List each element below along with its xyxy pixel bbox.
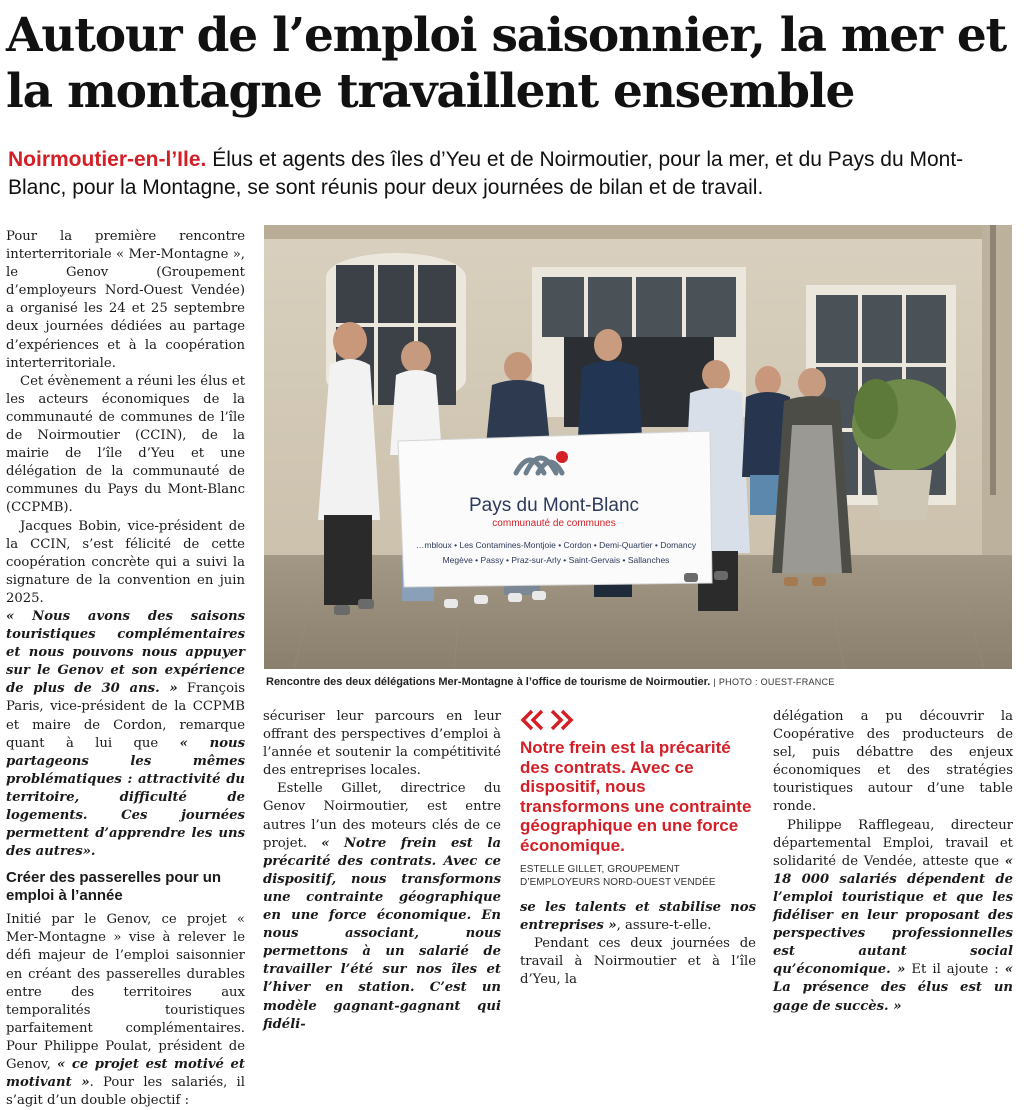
paragraph <box>6 911 245 1110</box>
paragraph: Jacques Bobin, vice-président de la CCIN, s’est félicité de cette coopération concrète qui a suivi la signature de la convention en juin 2025. <box>6 518 245 606</box>
paragraph-text: Et il ajoute : <box>905 962 1005 978</box>
quote-text: « ce projet est motivé et motivant » <box>6 1057 245 1091</box>
paragraph <box>263 780 501 1033</box>
quote-text: « Nous avons des saisons touristiques complémentaires et nous pouvons nous appuyer sur le Genov et son expérience de plus de 30 ans. » <box>6 608 245 697</box>
article-column-4 <box>773 708 1013 1016</box>
paragraph <box>520 899 756 935</box>
paragraph <box>773 817 1013 1016</box>
quote-text: se les talents et stabilise nos entreprises » <box>520 900 756 934</box>
photo-caption <box>266 676 1012 688</box>
article-photo <box>264 225 1012 669</box>
paragraph: délégation a pu découvrir la Coopérative des producteurs de sel, puis débattre des enjeux économiques et des stratégies touristiques autour d’une table ronde. <box>773 709 1013 815</box>
quote-marks-icon <box>520 708 756 734</box>
pull-quote-attribution: ESTELLE GILLET, GROUPEMENT D’EMPLOYEURS NORD-OUEST VENDÉE <box>520 864 716 888</box>
lead-text: Élus et agents des îles d’Yeu et de Noirmoutier, pour la mer, et du Pays du Mont-Blanc, pour la Montagne, se sont réunis pour deux journées de bilan et de travail. <box>8 148 964 199</box>
paragraph: Cet évènement a réuni les élus et les acteurs économiques de la communauté de communes de l’île de Noirmoutier (CCIN), de la mairie de l’île d’Yeu et une délégation de la communauté de communes du Pays du Mont-Blanc (CCPMB). <box>6 373 245 516</box>
group-photo-illustration <box>264 225 1012 669</box>
article-column-3 <box>520 708 756 989</box>
pull-quote: Notre frein est la précarité des contrats. Avec ce dispositif, nous transformons une contrainte géographique en une force économique. <box>520 738 752 855</box>
lead-place: Noirmoutier-en-l’Ile. <box>8 148 207 171</box>
banner-title: Pays du Mont-Blanc <box>468 495 640 516</box>
subheading: Créer des passerelles pour un emploi à l’année <box>6 869 222 905</box>
quote-text: « Notre frein est la précarité des contrats. Avec ce dispositif, nous transformons une contrainte géographique en une force économique. En nous associant, nous permettons à un salarié de travailler l’été sur nos îles et l’hiver en station. C’est un modèle gagnant-gagnant qui fidéli- <box>263 835 501 1032</box>
quote-paragraph <box>6 608 245 861</box>
banner-line: …mbloux • Les Contamines-Montjoie • Cordon • Demi-Quartier • Domancy <box>415 540 697 550</box>
lead-paragraph <box>8 146 1008 202</box>
paragraph-text: , assure-t-elle. <box>616 918 712 934</box>
quote-text: « 18 000 salariés dépendent de l’emploi touristique et que les fidéliser en leur proposant des perspectives professionnelles est autant social qu’économique. » <box>773 853 1013 978</box>
caption-text: Rencontre des deux délégations Mer-Montagne à l’office de tourisme de Noirmoutier. <box>266 676 711 688</box>
paragraph-text: François Paris, vice-président de la CCPMB et maire de Cordon, remarque quant à lui que <box>6 681 245 751</box>
article-column-1 <box>6 228 245 1110</box>
paragraph: Pendant ces deux journées de travail à Noirmoutier et à l’île d’Yeu, la <box>520 936 756 988</box>
paragraph: sécuriser leur parcours en leur offrant des perspectives d’emploi à l’année et soutenir la compétitivité des entreprises locales. <box>263 709 501 779</box>
article-column-2 <box>263 708 501 1034</box>
paragraph-text: . Pour les salariés, il s’agit d’un double objectif : <box>6 1075 245 1109</box>
banner <box>398 431 712 587</box>
quote-text: « La présence des élus est un gage de succès. » <box>773 962 1013 1014</box>
banner-subtitle: communauté de communes <box>492 518 616 529</box>
paragraph-text: Estelle Gillet, directrice du Genov Noirmoutier, est entre autres l’un des moteurs clés de ce projet. <box>263 781 501 851</box>
headline: Autour de l’emploi saisonnier, la mer et la montagne travaillent ensemble <box>6 8 1007 119</box>
banner-line: Megève • Passy • Praz-sur-Arly • Saint-Gervais • Sallanches <box>442 555 670 565</box>
quote-text: « nous partageons les mêmes problématiques : attractivité du territoire, difficulté de logements. Ces journées permettent d’apprendre les uns des autres». <box>6 735 245 860</box>
paragraph: Pour la première rencontre interterritoriale « Mer-Montagne », le Genov (Groupement d’employeurs Nord-Ouest Vendée) a organisé les 24 et 25 septembre deux journées dédiées au partage d’expériences et à la coopération interterritoriale. <box>6 229 245 371</box>
paragraph-text: Philippe Rafflegeau, directeur départemental Emploi, travail et solidarité de Vendée, atteste que <box>773 817 1013 869</box>
photo-credit: | PHOTO : OUEST-FRANCE <box>713 677 835 687</box>
paragraph-text: Initié par le Genov, ce projet « Mer-Montagne » vise à relever le défi majeur de l’emploi saisonnier en créant des passerelles durables entre des territoires aux temporalités touristiques parfaitement complémentaires. Pour Philippe Poulat, président de Genov, <box>6 912 245 1073</box>
